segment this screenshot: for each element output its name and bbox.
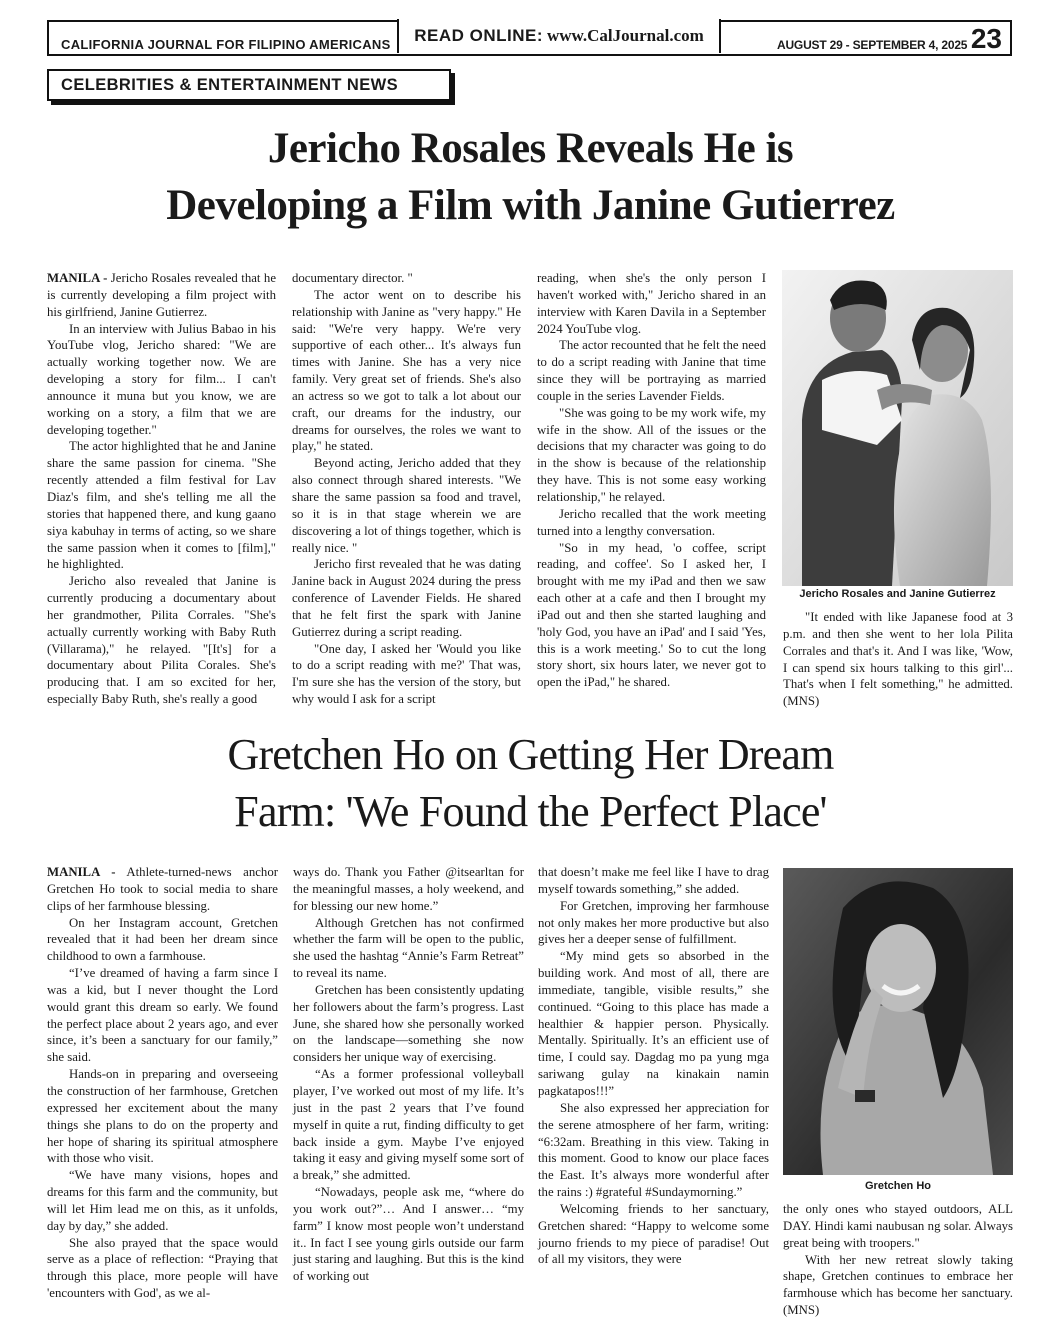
article2-paragraph: She also expressed her appreciation for the serene atmosphere of her farm, writing: “6:32am. Breathing in this view. Taking in this moment. Good to know our place faces the East. It’s always more wonderful after the rains :) #grateful #Sundaymorning.” (538, 1100, 769, 1200)
article2-photo (783, 868, 1013, 1175)
article2-paragraph: On her Instagram account, Gretchen revealed that it had been her dream since childhood to own a farmhouse. (47, 915, 278, 964)
article1-paragraph: reading, when she's the only person I haven't worked with," Jericho shared in an interview with Karen Davila in a September 2024 YouTube vlog. (537, 271, 766, 336)
article1-column-4 (783, 609, 1013, 710)
website-link[interactable]: www.CalJournal.com (547, 26, 704, 45)
article2-paragraph: “My mind gets so absorbed in the building work. And most of all, there are immediate, tangible, visible results,” she continued. “Going to this place has made a healthier & happier person. Physically. Mentally. Spiritually. It’s an efficient use of time, I could say. Dagdag mo pa yung mga sariwang gulay na kinakain namin pagkatapos!!!” (538, 949, 769, 1098)
article1-column-1 (47, 270, 276, 708)
article2-paragraph: that doesn’t make me feel like I have to drag myself towards something,” she added. (538, 865, 769, 896)
article1-paragraph: "It ended with like Japanese food at 3 p.m. and then she went to her lola Pilita Corrales and that's it. And I was like, 'Wow, I can spend six hours talking to this girl'... That's when I felt something," he admitted. (MNS) (783, 610, 1013, 709)
article1-headline-line1: Jericho Rosales Reveals He is (267, 125, 794, 172)
article2-dateline: MANILA - (47, 865, 116, 879)
read-online-box (397, 19, 721, 53)
article1-paragraph: "She was going to be my work wife, my wife in the show. All of the issues or the decisions that my character was going to do in the show is because of the relationship they have. This is not some easy working relationship," he relayed. (537, 405, 766, 504)
article2-paragraph: She also prayed that the space would serve as a place of reflection: “Praying that through this place, more people will have 'encounters with God', as we al- (47, 1235, 278, 1301)
article1-column-2 (292, 270, 521, 708)
article1-paragraph: The actor went on to describe his relationship with Janine as "very happy." He said: "We're very happy. We're very supportive of each other... It's always fun times with Janine. She has a very nice family. Very great set of friends. She's also an actress so we got to talk a lot about our craft, our dreams for the industry, our dreams for ourselves, the roles we want to play," he stated. (292, 287, 521, 454)
article1-photo (782, 270, 1013, 586)
masthead (47, 20, 1012, 56)
article2-paragraph: Hands-on in preparing and overseeing the construction of her farmhouse, Gretchen expressed her excitement about the many things she plans to do on the property and her hope of sharing its spiritual atmosphere with those who visit. (47, 1067, 278, 1166)
article1-paragraph: Jericho first revealed that he was dating Janine back in August 2024 during the press conference of Lavender Fields. He shared that he felt first the spark with Janine Gutierrez during a script reading. (292, 557, 521, 639)
article1-paragraph: "So in my head, 'o coffee, script reading, and coffee'. So I asked her, I brought with me my iPad and then we saw each other at a cafe and then I brought my iPad out and then she started laughing and 'holy God, you have an iPad' and I said 'Yes, this is a work meeting.' So to cut the long story short, six hours later, we never got to open the iPad," he shared. (537, 540, 766, 690)
section-title: CELEBRITIES & ENTERTAINMENT NEWS (47, 69, 451, 101)
article2-paragraph: With her new retreat slowly taking shape, Gretchen continues to embrace her farmhouse which has become her sanctuary. (MNS) (783, 1252, 1013, 1318)
article1-paragraph: MANILA - Jericho Rosales revealed that he is currently developing a film project with his girlfriend, Janine Gutierrez. (47, 271, 277, 319)
article1-paragraph: "One day, I asked her 'Would you like to do a script reading with me?' That was, I'm sure she has the version of the story, but why would I ask for a script (292, 641, 521, 707)
article2-photo-caption: Gretchen Ho (864, 1180, 931, 1192)
article2-paragraph: Although Gretchen has not confirmed whether the farm will be open to the public, she used the hashtag “Annie’s Farm Retreat” to reveal its name. (293, 915, 524, 981)
article2-headline-line2: Farm: 'We Found the Perfect Place' (234, 787, 827, 836)
article1-paragraph: documentary director. " (292, 271, 413, 285)
article2-paragraph: “We have many visions, hopes and dreams for this farm and the community, but will let Him lead me on this, as it unfolds, day by day,” she added. (47, 1168, 278, 1233)
article1-paragraph: The actor highlighted that he and Janine share the same passion for cinema. "She recently attended a film festival for Lav Diaz's film, and she's telling me all the stories that happened there, and kung gaano siya kabuhay in terms of acting, so we share the same passion when it comes to [film]," he highlighted. (47, 439, 276, 572)
article2-column-2 (293, 864, 524, 1285)
article1-photo-caption: Jericho Rosales and Janine Gutierrez (799, 588, 996, 600)
article1-paragraph: Jericho also revealed that Janine is currently producing a documentary about her grandmother, Pilita Corrales. "She's actually currently working with Baby Ruth (Villarama)," he relayed. "[It's] for a documentary about Pilita Corales. She's producing that. I am so excited for her, especially Baby Ruth, she's really a good (47, 574, 276, 707)
publication-name: CALIFORNIA JOURNAL FOR FILIPINO AMERICANS (61, 37, 391, 52)
article2-paragraph: For Gretchen, improving her farmhouse not only makes her more productive but also gives her a deeper sense of fulfillment. (538, 898, 769, 947)
article1-paragraph: The actor recounted that he felt the need to do a script reading with Janine that time since they will be portraying as married couple in the series Lavender Fields. (537, 338, 766, 403)
article2-column-1 (47, 864, 278, 1302)
article2-paragraph: the only ones who stayed outdoors, ALL DAY. Hindi kami naubusan ng solar. Always great being with troopers." (783, 1202, 1013, 1250)
couple-photo-image (782, 270, 1013, 586)
article1-column-3 (537, 270, 766, 691)
article2-paragraph: MANILA - Athlete-turned-news anchor Gretchen Ho took to social media to share clips of her farmhouse blessing. (47, 865, 278, 913)
article2-column-3 (538, 864, 769, 1268)
article2-paragraph: Welcoming friends to her sanctuary, Gretchen shared: “Happy to welcome some journo friends to my piece of paradise! Out of all my visitors, they were (538, 1201, 769, 1267)
issue-date: AUGUST 29 - SEPTEMBER 4, 2025 (777, 38, 968, 52)
page-number: 23 (970, 23, 1002, 54)
article2-headline (100, 726, 961, 840)
article1-paragraph: Beyond acting, Jericho added that they also connect through shared interests. "We share the same passion sa food and travel, so it is in that stage wherein we are discovering a lot of things together, which is really nice. " (292, 456, 521, 555)
portrait-photo-image (783, 868, 1013, 1175)
article1-headline-line2: Developing a Film with Janine Gutierrez (166, 182, 895, 229)
article1-dateline: MANILA - (47, 271, 108, 285)
article2-paragraph: “As a former professional volleyball player, I’ve worked out most of my life. It’s just in the past 2 years that I’ve found myself in quite a rut, finding difficulty to get back inside a gym. Maybe I’ve enjoyed taking it easy and giving myself some sort of a break,” she admitted. (293, 1067, 524, 1183)
article2-headline-line1: Gretchen Ho on Getting Her Dream (227, 730, 834, 779)
article1-paragraph: In an interview with Julius Babao in his YouTube vlog, Jericho shared: "We are actually working together now. We are developing a story for film... I can't announce it muna but you know, we are working on a story, a film that we are developing together." (47, 321, 276, 437)
article2-paragraph: “Nowadays, people ask me, “where do you work out?”… And I answer… “my farm” I know most people won’t understand it.. In fact I see young girls outside our farm just staring and laughing. But this is the kind of working out (293, 1185, 524, 1284)
article2-paragraph: ways do. Thank you Father @itsearltan for the meaningful masses, a holy weekend, and for blessing our new home.” (293, 865, 524, 913)
article2-column-4 (783, 1201, 1013, 1319)
article1-headline (60, 120, 1001, 234)
article1-paragraph: Jericho recalled that the work meeting turned into a lengthy conversation. (537, 506, 766, 538)
read-online-label: READ ONLINE: (414, 26, 543, 45)
article2-paragraph: Gretchen has been consistently updating her followers about the farm’s progress. Last June, she shared how she personally worked on the landscape—something she now considers her unique way of exercising. (293, 982, 524, 1065)
article2-paragraph: “I’ve dreamed of having a farm since I was a kid, but I never thought the Lord would grant this dream so early. We found the perfect place about 2 years ago, and ever since, it’s been a sanctuary for our family,” she said. (47, 966, 278, 1065)
